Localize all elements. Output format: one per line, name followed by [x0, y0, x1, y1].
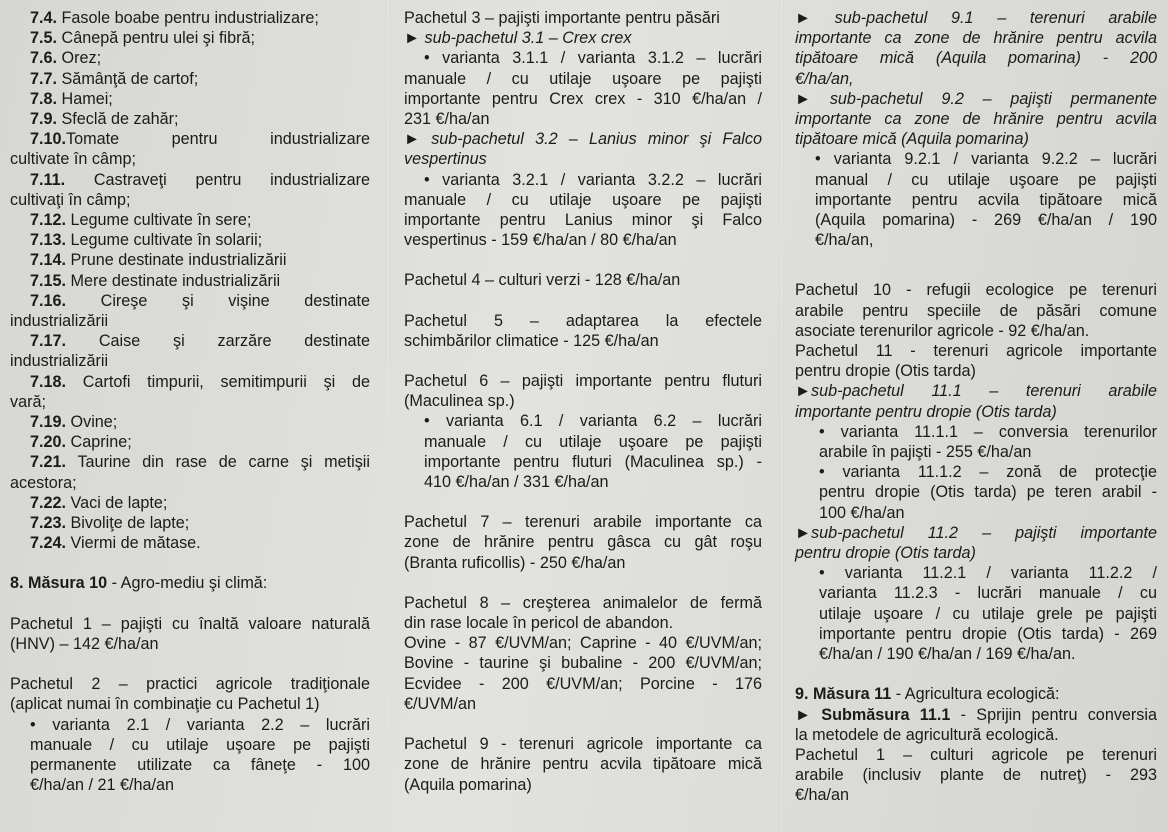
crop-list-item: industrializării	[10, 312, 109, 331]
crop-list-item: 7.12. Legume cultivate în sere;	[30, 211, 252, 230]
crop-list-item: 7.4. Fasole boabe pentru industrializare;	[30, 9, 319, 27]
crop-list-item: 7.14. Prune destinate industrializării	[30, 251, 287, 270]
subpackage-3-2-variants: • varianta 3.2.1 / varianta 3.2.2 – lucrări manuale / cu utilaje uşoare pe pajişti importante pentru Lanius minor şi Falco vespertinus - 159 €/ha/an / 80 €/ha/an	[404, 170, 762, 250]
crop-list	[10, 8, 370, 553]
crop-list-item: 7.7. Sămânţă de cartof;	[30, 69, 199, 88]
package-9: Pachetul 9 - terenuri agricole importante ca zone de hrănire pentru acvila tipătoare mică (Aquila pomarina)	[404, 735, 762, 794]
crop-list-item: 7.24. Viermi de mătase.	[30, 534, 201, 553]
crop-list-item: 7.21. Taurine din rase de carne şi metişii	[30, 453, 370, 472]
crop-list-item: 7.19. Ovine;	[30, 413, 118, 432]
package-3: Pachetul 3 – pajişti importante pentru păsări	[404, 9, 720, 27]
crop-list-item: 7.22. Vaci de lapte;	[30, 493, 168, 512]
package-4: Pachetul 4 – culturi verzi - 128 €/ha/an	[404, 271, 681, 290]
subpackage-11-1: ►sub-pachetul 11.1 – terenuri arabile importante pentru dropie (Otis tarda) • varianta 11.1.1 – conversia terenurilor arabile în pajişti - 255 €/ha/an • varianta 11.1.2 – zonă de protecţie pentru dropie (Otis tarda) pe teren arabil - 100 €/ha/an	[795, 382, 1157, 522]
column-3	[795, 8, 1157, 806]
package-7: Pachetul 7 – terenuri arabile importante ca zone de hrănire pentru gâsca cu gât roşu (Branta ruficollis) - 250 €/ha/an	[404, 513, 762, 572]
fold-line	[780, 0, 783, 832]
crop-list-item: cultivaţi în câmp;	[10, 190, 131, 209]
crop-list-item: 7.5. Cânepă pentru ulei şi fibră;	[30, 29, 255, 48]
crop-list-item: acestora;	[10, 473, 77, 492]
crop-list-item: 7.23. Bivoliţe de lapte;	[30, 514, 190, 533]
crop-list-item: 7.8. Hamei;	[30, 89, 113, 108]
crop-list-item: 7.6. Orez;	[30, 49, 102, 68]
crop-list-item: 7.18. Cartofi timpurii, semitimpurii şi de	[30, 372, 370, 391]
subpackage-3-1: ► sub-pachetul 3.1 – Crex crex	[404, 29, 632, 48]
package-2: Pachetul 2 – practici agricole tradiţionale (aplicat numai în combinaţie cu Pachetul 1) • varianta 2.1 / varianta 2.2 – lucrări manuale / cu utilaje uşoare pe pajişti permanente utilizate ca fâneţe - 100 €/ha/an / 21 €/ha/an	[10, 675, 370, 795]
crop-list-item: industrializării	[10, 352, 109, 371]
crop-list-item: vară;	[10, 392, 46, 411]
column-1	[10, 8, 370, 795]
subpackage-9-2-variants: • varianta 9.2.1 / varianta 9.2.2 – lucrări manual / cu utilaje uşoare pe pajişti importante pentru acvila tipătoare mică (Aquila pomarina) - 269 €/ha/an / 190 €/ha/an,	[815, 150, 1157, 250]
column-2: Pachetul 3 – pajişti importante pentru păsări ► sub-pachetul 3.1 – Crex crex • varianta 3.1.1 / varianta 3.1.2 – lucrări manuale / cu utilaje uşoare pe pajişti importante pentru Crex crex - 310 €/ha/an / 231 €/ha/an ► sub-pachetul 3.2 – Lanius minor şi Falco vespertinus • varianta 3.2.1 / varianta 3.2.2 – lucrări manuale / cu utilaje uşoare pe pajişti importante pentru Lanius minor şi Falco vespertinus - 159 €/ha/an / 80 €/ha/an Pachetul 4 – culturi verzi - 128 €/ha/an Pachetul 5 – adaptarea la efectele schimbărilor climatice - 125 €/ha/an Pachetul 6 – pajişti importante pentru fluturi (Maculinea sp.) • varianta 6.1 / varianta 6.2 – lucrări manuale / cu utilaje uşoare pe pajişti importante pentru fluturi (Maculinea sp.) - 410 €/ha/an / 331 €/ha/an Pachetul 7 – terenuri arabile importante ca zone de hrănire pentru gâsca cu gât roşu (Branta ruficollis) - 250 €/ha/an Pachetul 8 – creşterea animalelor de fermă din rase locale în pericol de abandon. Ovine - 87 €/UVM/an; Caprine - 40 €/UVM/an; Bovine - taurine şi bubaline - 200 €/UVM/an; Ecvidee - 200 €/UVM/an; Porcine - 176 €/UVM/an Pachetul 9 - terenuri agricole importante ca zone de hrănire pentru acvila tipătoare mică (Aquila pomarina)	[404, 9, 762, 794]
subpackage-9-2: ► sub-pachetul 9.2 – pajişti permanente importante ca zone de hrănire pentru acvila tipătoare mică (Aquila pomarina)	[795, 89, 1157, 149]
subpackage-3-2: ► sub-pachetul 3.2 – Lanius minor şi Falco	[404, 130, 762, 149]
crop-list-item: cultivate în câmp;	[10, 150, 136, 169]
package-1: Pachetul 1 – pajişti cu înaltă valoare naturală (HNV) – 142 €/ha/an	[10, 614, 370, 653]
package-11: Pachetul 11 - terenuri agricole importante pentru dropie (Otis tarda)	[795, 342, 1157, 381]
submeasure-11-1: ► Submăsura 11.1 - Sprijin pentru conversia la metodele de agricultură ecologică.	[795, 705, 1157, 744]
subpackage-9-1: ► sub-pachetul 9.1 – terenuri arabile importante ca zone de hrănire pentru acvila tipătoare mică (Aquila pomarina) - 200 €/ha/an,	[795, 9, 1157, 88]
crop-list-item: 7.17. Caise şi zarzăre destinate	[30, 332, 370, 351]
crop-list-item: 7.13. Legume cultivate în solarii;	[30, 231, 263, 250]
package-10: Pachetul 10 - refugii ecologice pe terenuri arabile pentru speciile de păsări comune asociate terenurilor agricole - 92 €/ha/an.	[795, 281, 1157, 340]
crop-list-item: 7.16. Cireşe şi vişine destinate	[30, 291, 370, 310]
package-8: Pachetul 8 – creşterea animalelor de fermă din rase locale în pericol de abandon. Ovine - 87 €/UVM/an; Caprine - 40 €/UVM/an; Bovine - taurine şi bubaline - 200 €/UVM/an; Ecvidee - 200 €/UVM/an; Porcine - 176 €/UVM/an	[404, 593, 762, 713]
fold-line	[386, 0, 389, 832]
measure-10-heading: 8. Măsura 10 - Agro-mediu şi climă:	[10, 574, 268, 593]
crop-list-item: 7.10.Tomate pentru industrializare	[30, 130, 370, 149]
crop-list-item: 7.11. Castraveţi pentru industrializare	[30, 170, 370, 189]
measure-11-heading: 9. Măsura 11 - Agricultura ecologică:	[795, 685, 1060, 704]
subpackage-3-1-variants: • varianta 3.1.1 / varianta 3.1.2 – lucrări manuale / cu utilaje uşoare pe pajişti importante pentru Crex crex - 310 €/ha/an / 231 €/ha/an	[404, 49, 762, 129]
measure-11-package-1: Pachetul 1 – culturi agricole pe terenuri arabile (inclusiv plante de nutreţ) - 293 €/ha/an	[795, 745, 1157, 805]
crop-list-item: 7.9. Sfeclă de zahăr;	[30, 110, 179, 129]
crop-list-item: 7.20. Caprine;	[30, 433, 132, 452]
crop-list-item: 7.15. Mere destinate industrializării	[30, 271, 281, 290]
subpackage-11-2: ►sub-pachetul 11.2 – pajişti importante pentru dropie (Otis tarda) • varianta 11.2.1 / varianta 11.2.2 / varianta 11.2.3 - lucrări manuale / cu utilaje uşoare / cu utilaje grele pe pajişti importante pentru dropie (Otis tarda) - 269 €/ha/an / 190 €/ha/an / 169 €/ha/an.	[795, 523, 1157, 664]
package-6: Pachetul 6 – pajişti importante pentru fluturi (Maculinea sp.) • varianta 6.1 / varianta 6.2 – lucrări manuale / cu utilaje uşoare pe pajişti importante pentru fluturi (Maculinea sp.) - 410 €/ha/an / 331 €/ha/an	[404, 372, 762, 492]
package-5: Pachetul 5 – adaptarea la efectele schimbărilor climatice - 125 €/ha/an	[404, 311, 762, 350]
